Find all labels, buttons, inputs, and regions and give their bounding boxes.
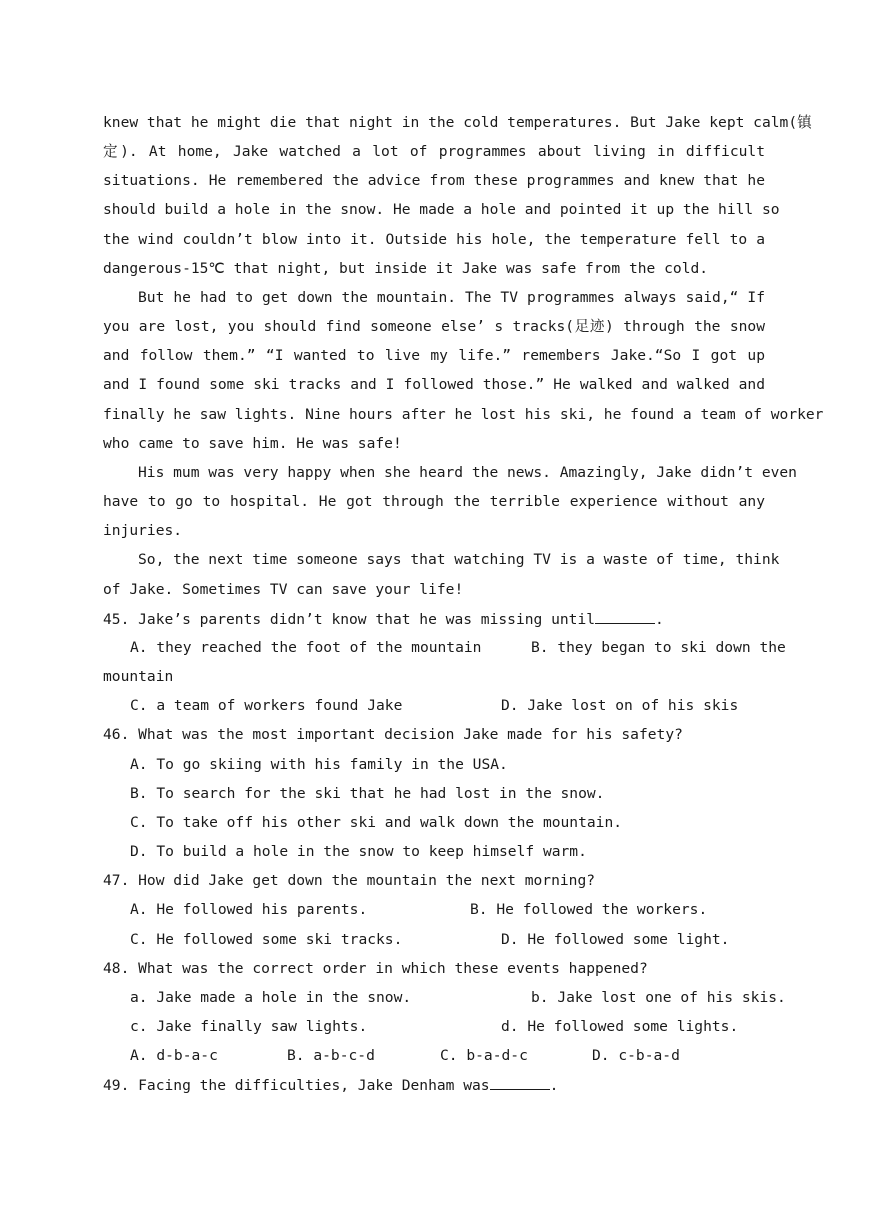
passage-line: the wind couldn’t blow into it. Outside his hole, the temperature fell to a: [103, 231, 765, 248]
passage-line: So, the next time someone says that watching TV is a waste of time, think: [138, 551, 780, 568]
passage-line: and follow them.” “I wanted to live my life.” remembers Jake.“So I got up: [103, 347, 765, 364]
passage-line: who came to save him. He was safe!: [103, 435, 402, 452]
passage-line: you are lost, you should find someone else’ s tracks(足迹) through the snow: [103, 318, 765, 335]
event-c: c. Jake finally saw lights.: [130, 1018, 368, 1035]
passage-line: injuries.: [103, 522, 183, 539]
answer-blank[interactable]: [595, 609, 655, 624]
option-b: B. they began to ski down the: [531, 639, 786, 656]
event-d: d. He followed some lights.: [501, 1018, 739, 1035]
passage-line: and I found some ski tracks and I followed those.” He walked and walked and: [103, 376, 765, 393]
question-46-stem: 46. What was the most important decision Jake made for his safety?: [103, 726, 683, 743]
option-d: D. He followed some light.: [501, 931, 730, 948]
option-b: B. To search for the ski that he had lost in the snow.: [130, 785, 605, 802]
option-c: C. b-a-d-c: [440, 1047, 528, 1064]
question-49: [103, 1075, 558, 1096]
option-c: C. a team of workers found Jake: [130, 697, 403, 714]
option-c: C. To take off his other ski and walk down the mountain.: [130, 814, 623, 831]
passage-line: have to go to hospital. He got through the terrible experience without any: [103, 493, 765, 510]
passage-line: But he had to get down the mountain. The TV programmes always said,“ If: [138, 289, 765, 306]
option-d: D. Jake lost on of his skis: [501, 697, 739, 714]
option-b: B. a-b-c-d: [287, 1047, 375, 1064]
option-a: A. He followed his parents.: [130, 901, 368, 918]
stem-end: .: [549, 1077, 559, 1094]
question-stem: 49. Facing the difficulties, Jake Denham was: [103, 1077, 490, 1094]
passage-line: 定). At home, Jake watched a lot of programmes about living in difficult: [103, 143, 765, 160]
question-47-stem: 47. How did Jake get down the mountain the next morning?: [103, 872, 596, 889]
option-d: D. c-b-a-d: [592, 1047, 680, 1064]
option-c: C. He followed some ski tracks.: [130, 931, 403, 948]
question-48-stem: 48. What was the correct order in which these events happened?: [103, 960, 648, 977]
event-a: a. Jake made a hole in the snow.: [130, 989, 412, 1006]
option-b-continued: mountain: [103, 668, 174, 685]
option-a: A. d-b-a-c: [130, 1047, 218, 1064]
answer-blank[interactable]: [490, 1075, 550, 1090]
question-stem: 45. Jake’s parents didn’t know that he was missing until: [103, 611, 596, 628]
passage-line: situations. He remembered the advice from these programmes and knew that he: [103, 172, 765, 189]
option-b: B. He followed the workers.: [470, 901, 708, 918]
passage-line: dangerous-15℃ that night, but inside it Jake was safe from the cold.: [103, 260, 709, 277]
passage-line: finally he saw lights. Nine hours after he lost his ski, he found a team of worker: [103, 406, 824, 423]
option-a: A. To go skiing with his family in the USA.: [130, 756, 508, 773]
stem-end: .: [655, 611, 664, 628]
event-b: b. Jake lost one of his skis.: [531, 989, 786, 1006]
passage-line: of Jake. Sometimes TV can save your life!: [103, 581, 464, 598]
passage-line: knew that he might die that night in the cold temperatures. But Jake kept calm(镇: [103, 114, 812, 131]
passage-line: His mum was very happy when she heard the news. Amazingly, Jake didn’t even: [138, 464, 797, 481]
option-d: D. To build a hole in the snow to keep himself warm.: [130, 843, 587, 860]
question-45: [103, 609, 664, 630]
option-a: A. they reached the foot of the mountain: [130, 639, 482, 656]
passage-line: should build a hole in the snow. He made a hole and pointed it up the hill so: [103, 201, 780, 218]
